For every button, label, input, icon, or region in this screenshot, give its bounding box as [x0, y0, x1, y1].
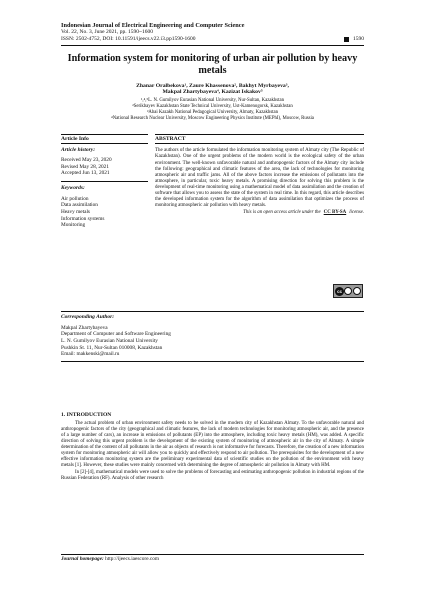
- introduction-heading: 1. INTRODUCTION: [61, 412, 112, 418]
- introduction-section: [61, 412, 364, 482]
- cc-icon: cc: [337, 288, 343, 294]
- intro-paragraph-2: In [2]-[4], mathematical models were used to solve the problems of forecasting and estimating anthropogenic pollution in industrial regions of the Russian Federation (RF). Analysis of other research: [61, 470, 364, 482]
- page-footer: [61, 554, 364, 562]
- history-received: Received May 23, 2020: [61, 157, 112, 164]
- history-revised: Revised May 28, 2021: [61, 163, 109, 170]
- corr-name: Makpal Zhartybayeva: [61, 324, 108, 331]
- journal-name: Indonesian Journal of Electrical Engineering and Computer Science: [61, 22, 245, 29]
- page-number: 1590: [353, 36, 364, 42]
- keywords-box: [61, 182, 148, 233]
- cc-license-badge[interactable]: [333, 284, 363, 298]
- info-abstract-row: [61, 134, 364, 233]
- author-list: [61, 83, 364, 97]
- license-end: license.: [349, 209, 364, 215]
- abstract-column: [155, 134, 364, 233]
- affiliation: ²Serikbayev Kazakhstan State Technical University, Ust-Kamenogorsk, Kazakhstan: [132, 104, 293, 110]
- abstract-heading: ABSTRACT: [155, 134, 364, 145]
- license-text: This is an open access article under the: [243, 209, 321, 215]
- keyword: Data assimilation: [61, 202, 98, 209]
- page-number-group: [344, 36, 364, 43]
- corresponding-author-block: [61, 311, 364, 362]
- by-person-icon: [344, 287, 352, 295]
- license-link[interactable]: CC BY-SA: [323, 209, 347, 215]
- keyword: Monitoring: [61, 222, 86, 229]
- article-info-heading: Article Info: [61, 134, 148, 145]
- author-line-1: Zhanar Oralbekova¹, Zaure Khassenova², Bakhyt Myrbayeva³,: [136, 82, 289, 89]
- issn-row: [61, 36, 364, 46]
- journal-header: [61, 0, 364, 46]
- homepage-label: Journal homepage:: [61, 556, 104, 562]
- license-line: [155, 210, 364, 215]
- corresponding-details: [61, 325, 364, 358]
- article-history-box: [61, 144, 148, 182]
- keywords-label: Keywords:: [61, 184, 85, 191]
- corr-dept: Department of Computer and Software Engineering: [61, 331, 171, 338]
- affiliations: [61, 98, 364, 122]
- keyword: Air pollution: [61, 195, 89, 202]
- history-accepted: Accepted Jun 13, 2021: [61, 170, 110, 177]
- book-icon: [344, 37, 349, 42]
- corr-address: Pushkin St. 11, Nur-Sultan 010008, Kazakhstan: [61, 344, 163, 351]
- corresponding-label: Corresponding Author:: [61, 311, 364, 321]
- paper-title: Information system for monitoring of urban air pollution by heavy metals: [67, 52, 358, 76]
- corr-univ: L. N. Gumilyov Eurasian National University: [61, 337, 158, 344]
- keyword: Information systems: [61, 215, 105, 222]
- affiliation: ⁴National Research Nuclear University, Moscow Engineering Physics Institute (MEPhI), Moscow, Russia: [111, 115, 314, 121]
- intro-paragraph-1: The actual problem of urban environment safety needs to be solved in the modern city of Kazakhstan Almaty. To the unfavorable natural and anthropogenic factors of the city (geographical and climatic features, the lack of modern technologies for monitoring atmospheric air, and the presence of a large number of cars), an increase in emissions of pollutants (EP) into the atmosphere, including toxic heavy metals (HM), was added. A specific direction of solving this urgent problem is the development of the existing system of monitoring of atmospheric air in the city of Almaty. A simple determination of the content of all pollutants in the air as objects of research is not informative for forecasts. Therefore, the creation of a new information system for monitoring atmospheric air will allow you to quickly and effectively respond to air pollution. The prerequisites for the development of a new effective information monitoring system are the preliminary experimental data of scientific studies on the pollution of the environment with heavy metals [1]. However, these studies were mainly concerned with determining the degree of atmospheric air pollution in Almaty with HM.: [61, 421, 364, 469]
- affiliation: ³Abai Kazakh National Pedagogical University, Almaty, Kazakhstan: [146, 110, 279, 115]
- abstract-text: The authors of the article formulated the information monitoring system of Almaty city (The Republic of Kazakhstan). One of the urgent problems of the modern world is the ecological safety of the urban environment. The well-known unfavorable natural and anthropogenic factors of the Almaty city include the following: geographical and climatic features of the area, the lack of technologies for monitoring atmospheric air and traffic jams. All of the above factors increase the emissions of pollutants into the atmosphere, in particular, toxic heavy metals. A promising direction for solving this problem is the development of real-time monitoring using a mathematical model of data assimilation and the creation of software that allows you to assess the state of the system in real time. In this regard, this article describes the developed information system for the algorithm of data assimilation that optimizes the process of monitoring atmospheric air pollution with heavy metals.: [155, 148, 364, 208]
- homepage-url[interactable]: http://ijeecs.iaescore.com: [105, 556, 159, 562]
- history-label: Article history:: [61, 147, 96, 154]
- affiliation: ¹,⁴,⁵L. N. Gumilyov Eurasian National University, Nur-Sultan, Kazakhstan: [140, 98, 285, 104]
- article-info-column: [61, 134, 148, 233]
- volume-line: Vol. 22, No. 3, June 2021, pp. 1590~1600: [61, 29, 153, 36]
- sa-share-icon: [353, 287, 361, 295]
- keyword: Heavy metals: [61, 208, 90, 215]
- divider: [61, 361, 364, 362]
- author-line-2: Makpal Zhartybayeva⁴, Kazizat Iskakov⁵: [162, 89, 263, 96]
- issn-line: ISSN: 2502-4752, DOI: 10.11591/ijeecs.v22.i3.pp1590-1600: [61, 36, 196, 42]
- corr-email[interactable]: Email: makkenski@mail.ru: [61, 351, 120, 358]
